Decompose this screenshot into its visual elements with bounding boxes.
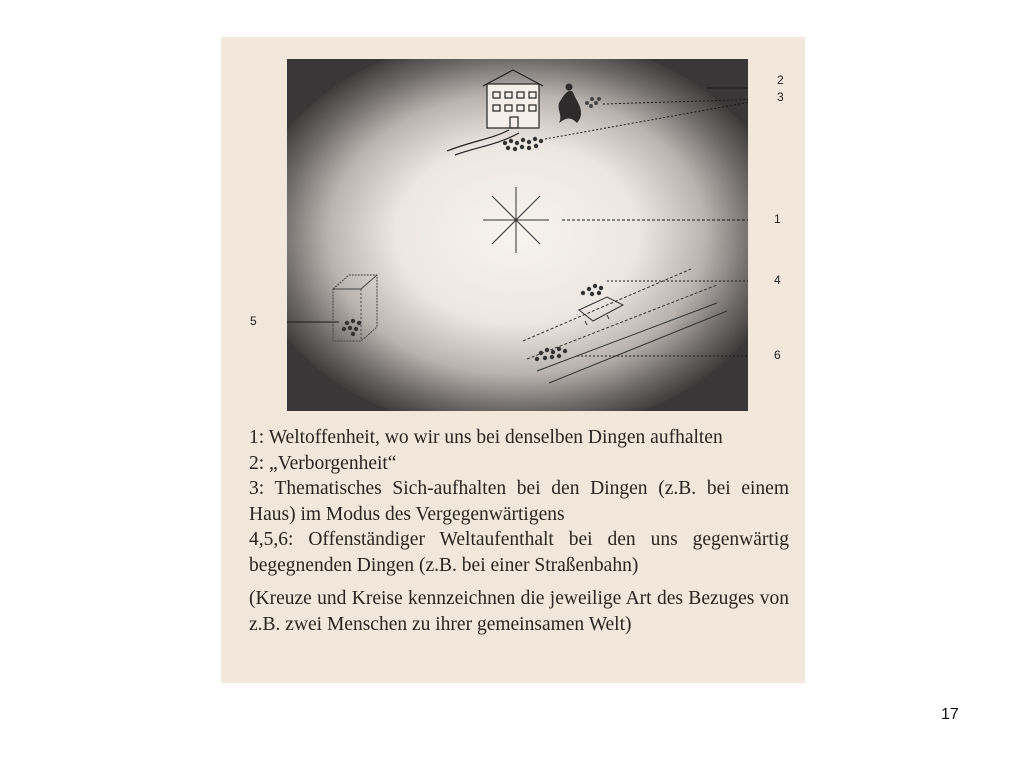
scanned-page <box>221 37 805 683</box>
label-3: 3 <box>777 90 784 104</box>
caption-line-2: 2: „Verborgenheit“ <box>249 452 397 474</box>
label-5: 5 <box>250 314 257 328</box>
caption-line-1: 1: Weltoffenheit, wo wir uns bei denselben Dingen aufhalten <box>249 427 723 448</box>
label-4: 4 <box>774 273 781 287</box>
diagram-figure <box>287 59 748 411</box>
label-1: 1 <box>774 212 781 226</box>
caption-line-4: 4,5,6: Offenständiger Weltaufenthalt bei den uns gegenwärtig begegnenden Dingen (z.B. bei einer Straßenbahn) <box>249 529 789 576</box>
label-6: 6 <box>774 348 781 362</box>
center-cross <box>483 187 549 253</box>
caption-note: (Kreuze und Kreise kennzeichnen die jeweilige Art des Bezuges von z.B. zwei Menschen zu ihrer gemeinsamen Welt) <box>249 588 789 635</box>
figure-caption <box>249 425 789 637</box>
slide-number: 17 <box>941 706 959 723</box>
label-2: 2 <box>777 73 784 87</box>
caption-line-3: 3: Thematisches Sich-aufhalten bei den Dingen (z.B. bei einem Haus) im Modus des Vergegenwärtigens <box>249 478 789 525</box>
diagram-svg <box>287 59 748 411</box>
